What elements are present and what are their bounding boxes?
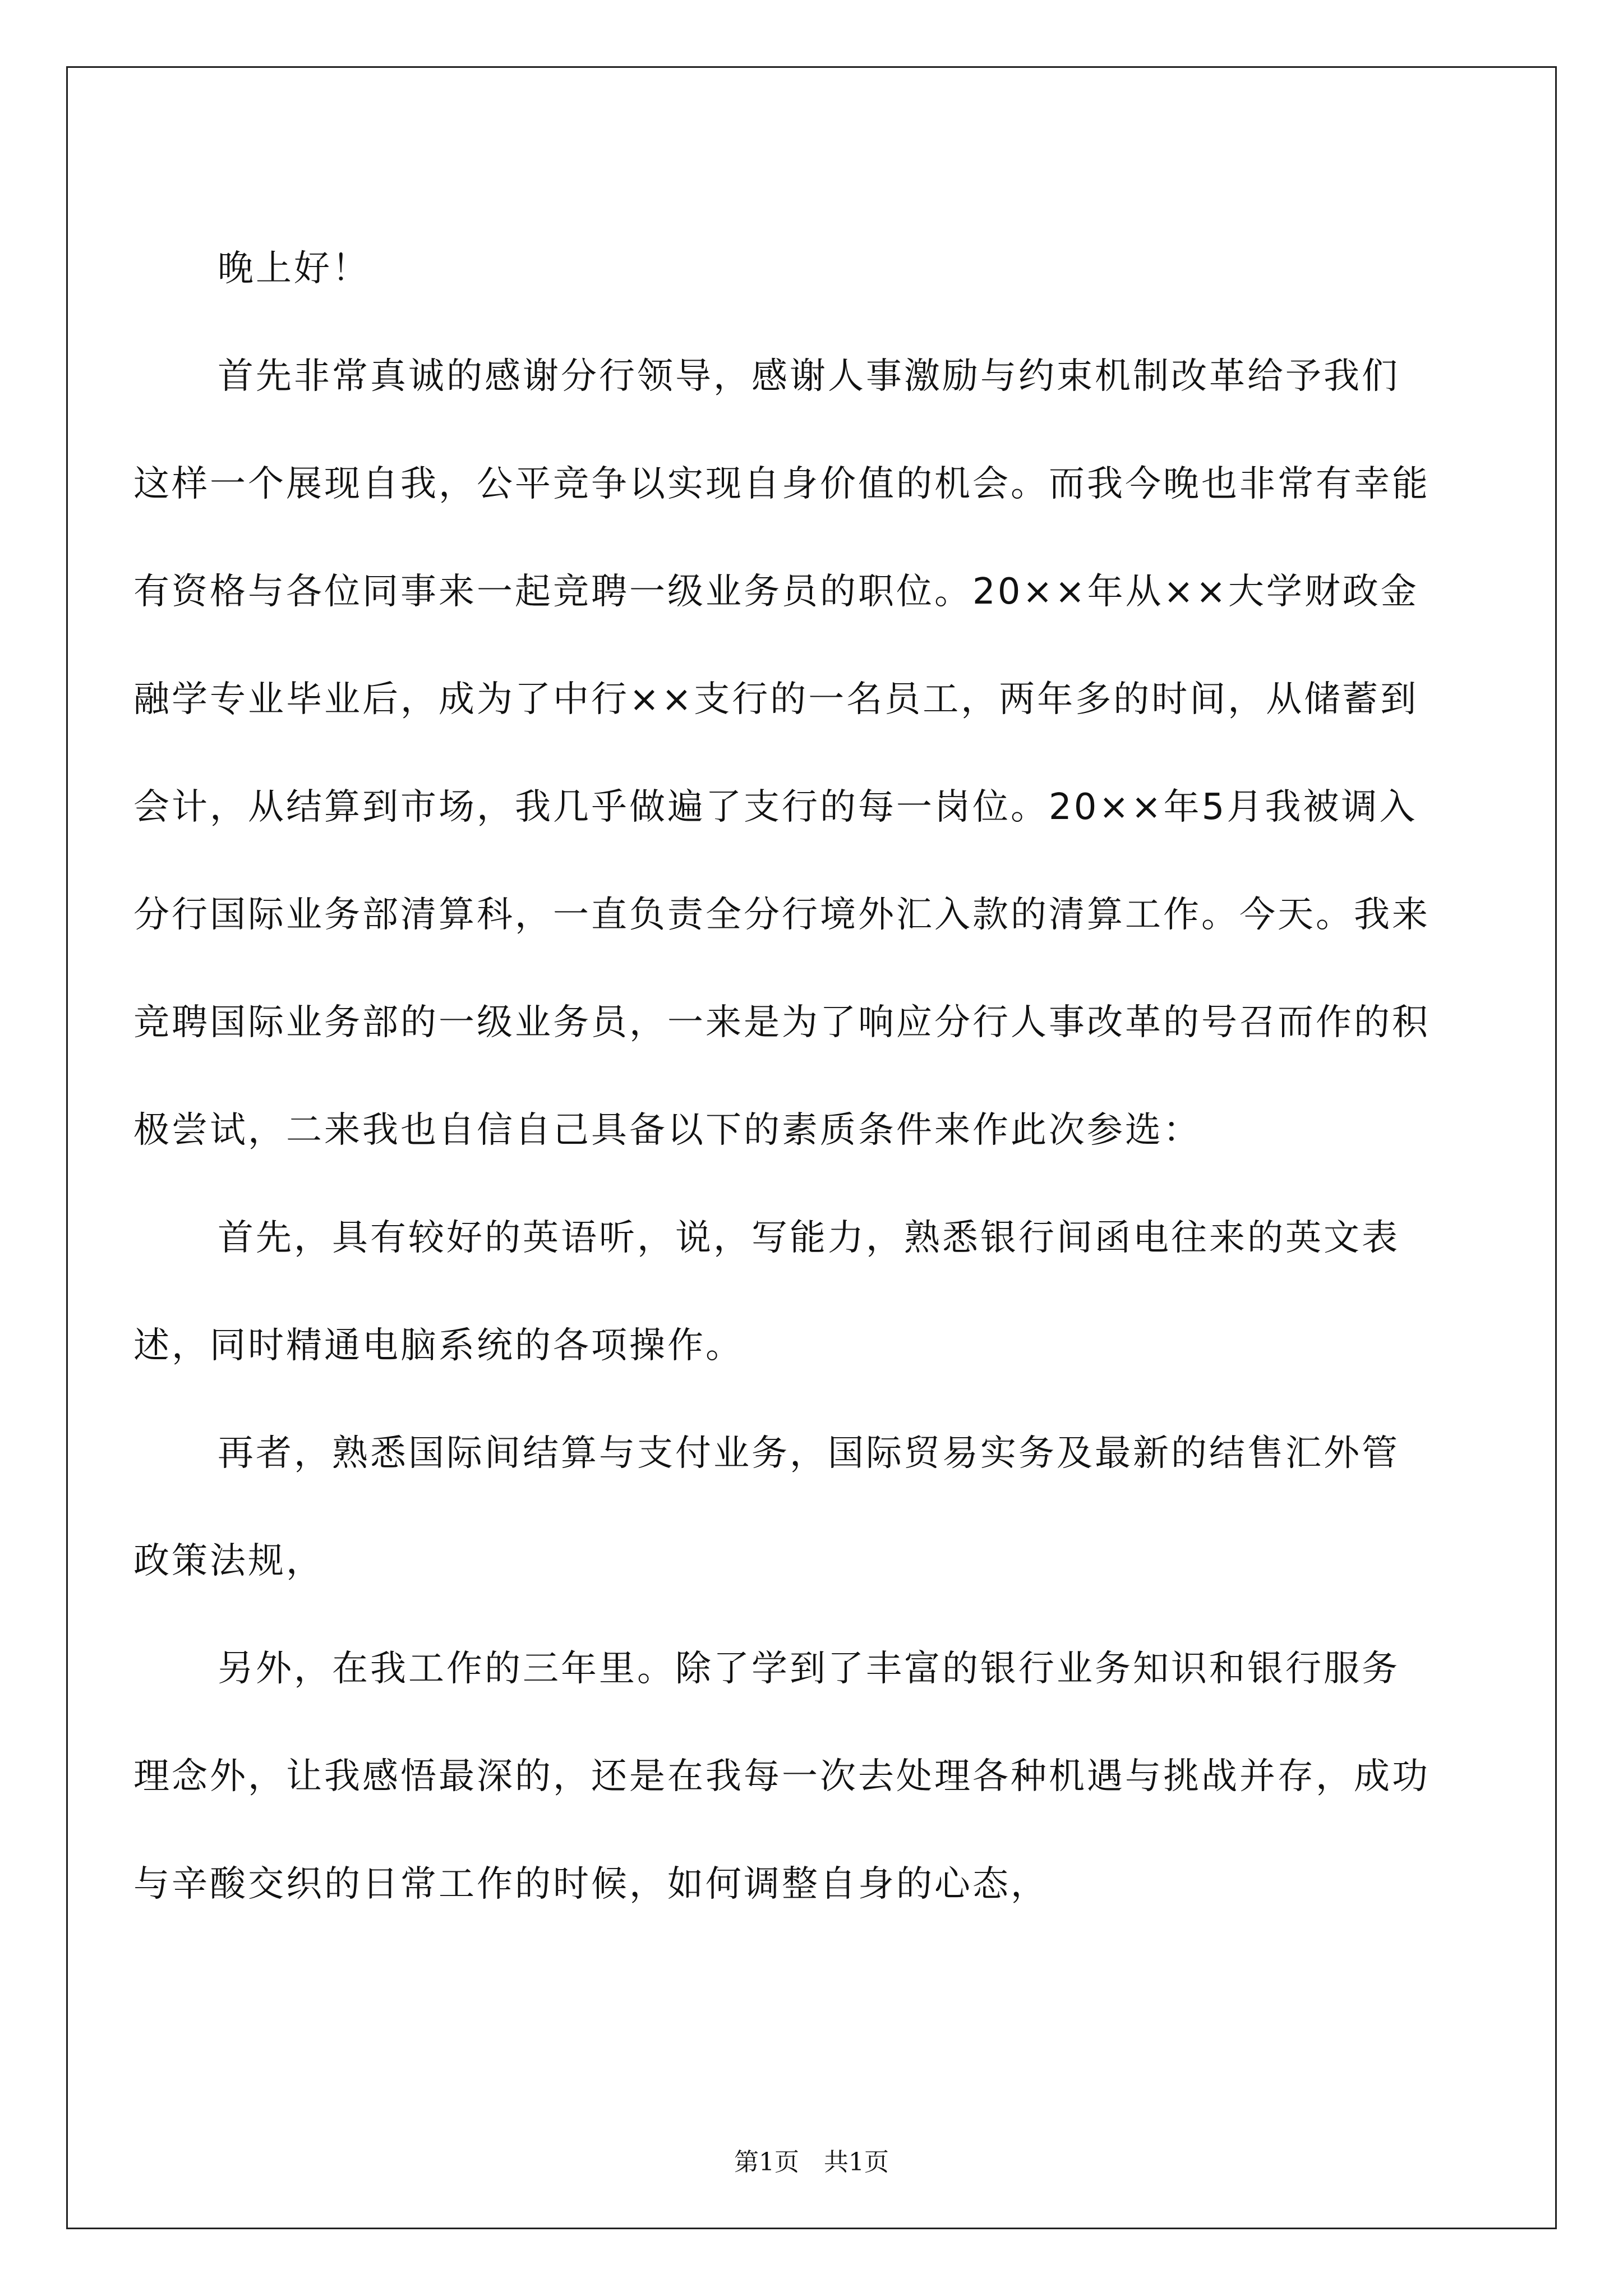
paragraph-work-experience: 另外，在我工作的三年里。除了学到了丰富的银行业务知识和银行服务理念外，让我感悟最深的，还是在我每一次去处理各种机遇与挑战并存，成功与辛酸交织的日常工作的时候，如何调整自身的心态， xyxy=(133,1648,1430,1905)
page-footer xyxy=(0,2142,1623,2178)
page-number-current: 第1页 xyxy=(734,2148,799,2177)
greeting: 晚上好！ xyxy=(218,248,370,289)
page-number-total: 共1页 xyxy=(824,2148,889,2177)
document-body xyxy=(133,215,1430,1938)
paragraph-english-skills: 首先，具有较好的英语听，说，写能力，熟悉银行间函电往来的英文表述，同时精通电脑系统的各项操作。 xyxy=(133,1217,1400,1366)
paragraph-settlement-knowledge: 再者，熟悉国际间结算与支付业务，国际贸易实务及最新的结售汇外管政策法规， xyxy=(133,1433,1400,1582)
paragraph-intro: 首先非常真诚的感谢分行领导，感谢人事激励与约束机制改革给予我们这样一个展现自我，公平竞争以实现自身价值的机会。而我今晚也非常有幸能有资格与各位同事来一起竞聘一级业务员的职位。20××年从××大学财政金融学专业毕业后，成为了中行××支行的一名员工，两年多的时间，从储蓄到会计，从结算到市场，我几乎做遍了支行的每一岗位。20××年5月我被调入分行国际业务部清算科，一直负责全分行境外汇入款的清算工作。今天。我来竞聘国际业务部的一级业务员，一来是为了响应分行人事改革的号召而作的积极尝试，二来我也自信自己具备以下的素质条件来作此次参选： xyxy=(133,356,1430,1151)
